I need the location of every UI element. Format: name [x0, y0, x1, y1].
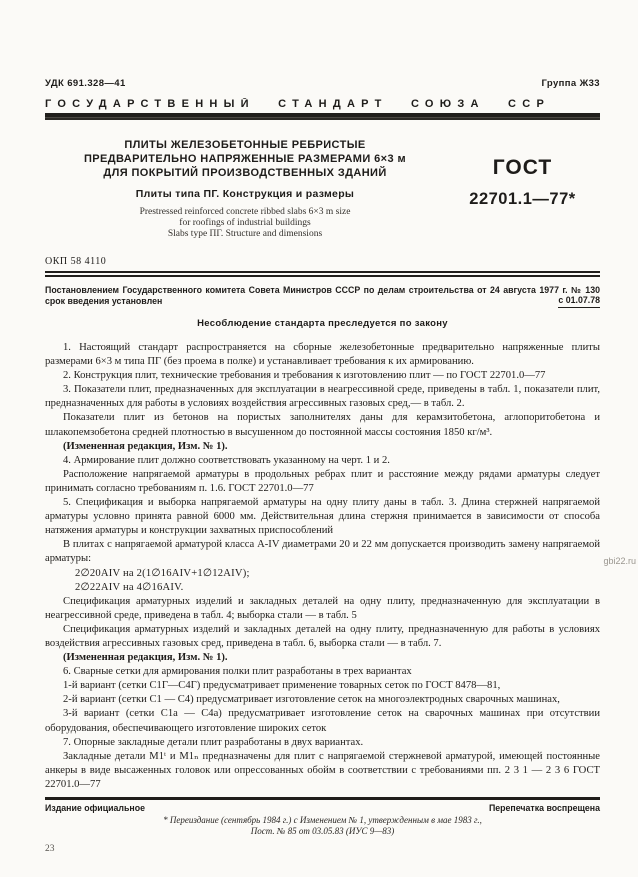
group-code: Группа Ж33	[541, 78, 600, 89]
official-edition-label: Издание официальное	[45, 802, 145, 813]
page-number: 23	[45, 843, 55, 854]
reprint-prohibited-label: Перепечатка воспрещена	[488, 802, 600, 813]
law-notice: Несоблюдение стандарта преследуется по закону	[197, 318, 448, 329]
footnote-line-1: * Переиздание (сентябрь 1984 г.) с Изменением № 1, утвержденным в мае 1983 г.,	[163, 814, 482, 825]
title-english	[45, 207, 445, 240]
meta-row	[45, 78, 600, 89]
body-paragraph: Спецификация арматурных изделий и закладных деталей на одну плиту, предназначенную для работы в условиях воздействия агрессивных газовых сред, приведена в табл. 6, выборка стали — в табл. 7.	[45, 623, 600, 649]
footnote-line-2: Пост. № 85 от 03.05.83 (ИУС 9—83)	[250, 826, 395, 836]
body-paragraph: (Измененная редакция, Изм. № 1).	[63, 652, 228, 664]
footer-rule	[45, 797, 600, 800]
body-paragraph: (Измененная редакция, Изм. № 1).	[63, 440, 228, 452]
footer-row	[45, 803, 600, 813]
title-line-2: ПРЕДВАРИТЕЛЬНО НАПРЯЖЕННЫЕ РАЗМЕРАМИ 6×3 м	[84, 153, 406, 165]
standard-header: ГОСУДАРСТВЕННЫЙ СТАНДАРТ СОЮЗА ССР	[45, 98, 551, 110]
title-line-3: ДЛЯ ПОКРЫТИЙ ПРОИЗВОДСТВЕННЫХ ЗДАНИЙ	[103, 167, 387, 179]
title-line-1: ПЛИТЫ ЖЕЛЕЗОБЕТОННЫЕ РЕБРИСТЫЕ	[124, 139, 366, 151]
body-paragraph: 7. Опорные закладные детали плит разработаны в двух вариантах.	[63, 736, 364, 748]
okp-rule	[45, 271, 600, 277]
title-block	[45, 138, 445, 240]
body-paragraph: 6. Сварные сетки для армирования полки плит разработаны в трех вариантах	[63, 666, 412, 678]
okp-code: ОКП 58 4110	[45, 256, 107, 267]
decree-text: Постановлением Государственного комитета Совета Министров СССР по делам строительства от 24 августа 1977 г. № 130 срок введения установлен	[45, 285, 600, 306]
body-paragraph: 1. Настоящий стандарт распространяется на сборные железобетонные предварительно напряженные плиты размерами 6×3 м типа ПГ (без проема в полке) и устанавливает требования к их армированию.	[45, 342, 600, 368]
body-paragraph: 2-й вариант (сетки С1 — С4) предусматривает изготовление сеток на многоэлектродных сварочных машинах,	[63, 694, 560, 706]
body-paragraph: Показатели плит из бетонов на пористых заполнителях даны для керамзитобетона, аглопоритобетона и шлакопемзобетона средней плотностью в высушенном до постоянной массы состояния 1850 кг/м³.	[45, 412, 600, 438]
body-paragraph: 2∅22АIV на 4∅16АIV.	[75, 581, 184, 593]
udc-code: УДК 691.328—41	[45, 78, 126, 89]
title-zone	[45, 138, 600, 240]
decree-block	[45, 285, 600, 307]
gost-designation	[445, 138, 600, 240]
body-paragraph: 4. Армирование плит должно соответствовать указанному на черт. 1 и 2.	[63, 454, 390, 466]
title-english-line-1: Prestressed reinforced concrete ribbed slabs 6×3 m size	[139, 207, 351, 217]
body-paragraph: 2. Конструкция плит, технические требования и требования к изготовлению плит — по ГОСТ 22701.0—77	[63, 370, 546, 382]
body-paragraph: 3-й вариант (сетки С1а — С4а) предусматривает изготовление сеток на сварочных машинах при отсутствии оборудования, обеспечивающего изготовление широких сеток	[45, 708, 600, 734]
gost-label: ГОСТ	[492, 156, 553, 179]
title-english-line-3: Slabs type ПГ. Structure and dimensions	[167, 229, 323, 239]
watermark: gbi22.ru	[603, 556, 636, 566]
gost-number: 22701.1—77*	[469, 190, 576, 208]
header-rule	[45, 113, 600, 118]
body-paragraph: Закладные детали М1ᵗ и М1ₙ предназначены для плит с напрягаемой стержневой арматурой, имеющей постоянные анкеры в виде высаженных головок или опрессованных обойм в соответствии с требованиями пп. 2 3 1 — 2 3 6 ГОСТ 22701.0—77	[45, 750, 600, 790]
body-paragraph: 1-й вариант (сетки С1Г—С4Г) предусматривает применение товарных сеток по ГОСТ 8478—81,	[63, 680, 501, 692]
body-paragraph: Расположение напрягаемой арматуры в продольных ребрах плит и расстояние между рядами арматуры следует принимать согласно требованиям п. 1.6. ГОСТ 22701.0—77	[45, 468, 600, 494]
revision-footnote	[45, 815, 600, 838]
decree-effective-date: с 01.07.78	[558, 295, 600, 308]
body-paragraph: 5. Спецификация и выборка напрягаемой арматуры на одну плиту даны в табл. 3. Длина стержней напрягаемой арматуры условно принята равной 6000 мм. Действительная длина стержня принимается в зависимости от способа натяжения арматуры и конструкции захватных приспособлений	[45, 497, 600, 537]
body-paragraph: 3. Показатели плит, предназначенных для эксплуатации в неагрессивной среде, приведены в табл. 1, показатели плит, предназначенных для работы в условиях воздействия агрессивных газовых сред,— в табл. 2.	[45, 384, 600, 410]
body-paragraph: В плитах с напрягаемой арматурой класса А-IV диаметрами 20 и 22 мм допускается производить замену напрягаемой арматуры:	[45, 539, 600, 565]
body-paragraph: 2∅20АIV на 2(1∅16АIV+1∅12АIV);	[75, 567, 250, 579]
title-english-line-2: for roofings of industrial buildings	[179, 218, 311, 228]
title-subtitle: Плиты типа ПГ. Конструкция и размеры	[135, 188, 355, 200]
body-paragraph: Спецификация арматурных изделий и закладных деталей на одну плиту, предназначенную для эксплуатации в неагрессивной среде, приведена в табл. 4; выборка стали — в табл. 5	[45, 595, 600, 621]
body-text	[45, 341, 600, 792]
